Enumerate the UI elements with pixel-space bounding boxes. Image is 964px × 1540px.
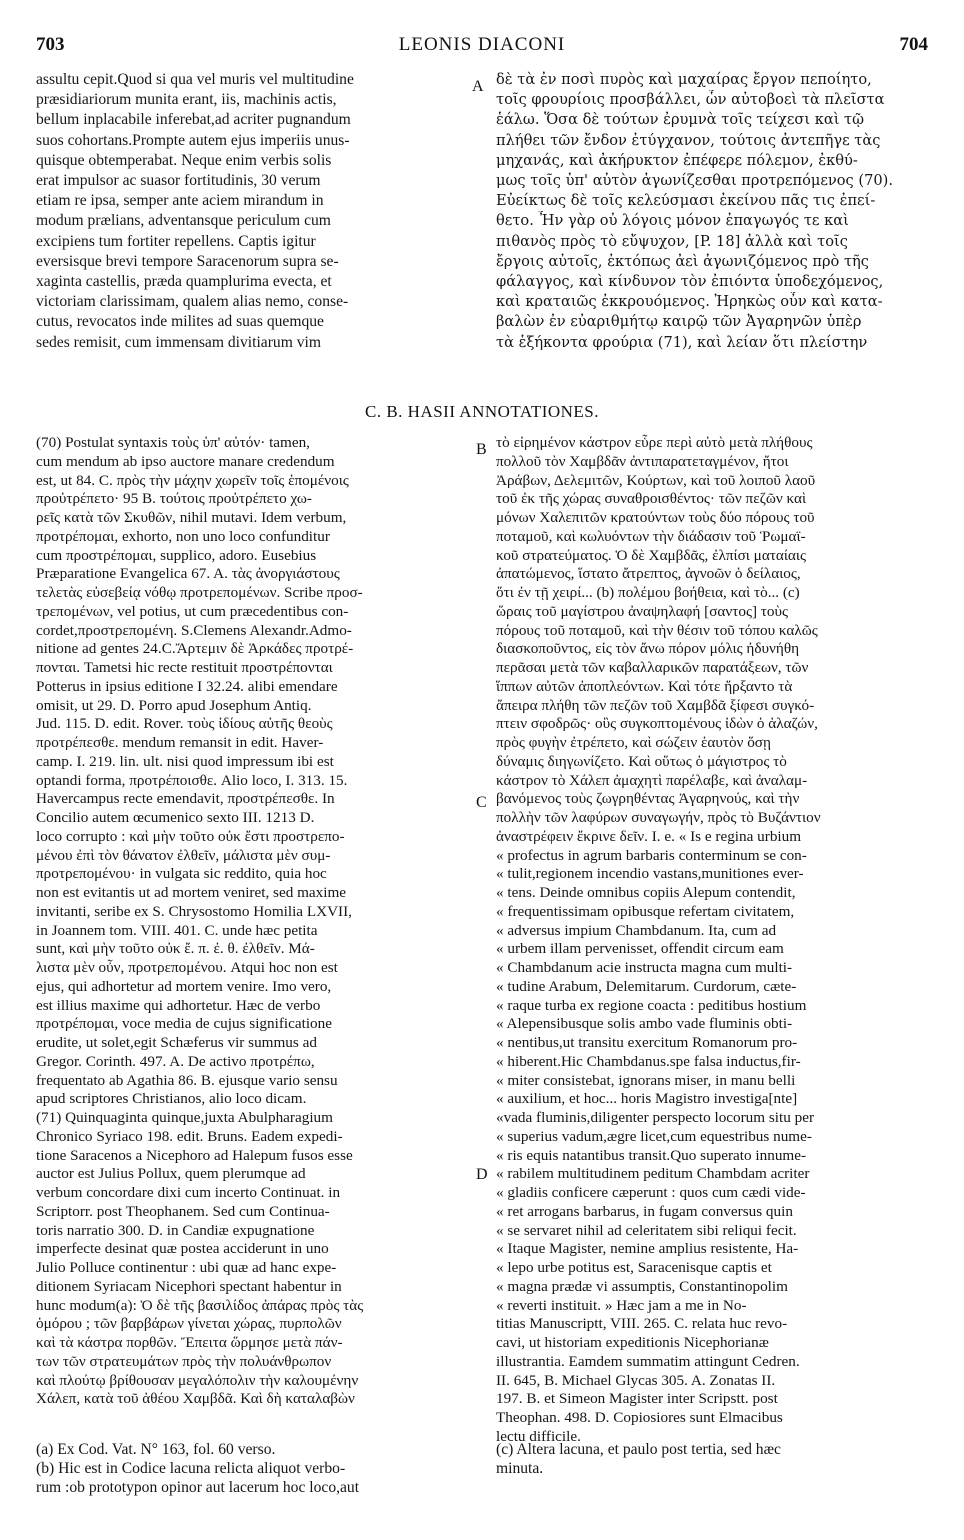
footnotes-left (36, 1440, 468, 1497)
note-line: 197. B. et Simeon Magister inter Scripstt. post (496, 1390, 778, 1408)
note-line: πονται. Tametsi hic recte restituit προστρέπονται (36, 659, 333, 676)
note-line: πτειν σφοδρῶς· οὓς συγκοπτομένους ἰδὼν ὁ ἀλαζών, (496, 715, 818, 733)
note-line: ἵππων αὐτῶν ἀποπλεόντων. Καὶ τότε ἤρξαντο τὰ (496, 677, 793, 695)
running-header (36, 34, 928, 58)
note-line: imperfecte desinat quæ postea acciderunt in uno (36, 1240, 329, 1258)
note-line: Ἀράβων, Δελεμιτῶν, Κούρτων, καὶ τοῦ λοιποῦ λαοῦ (496, 471, 816, 489)
note-line: καὶ τὰ κάστρα πορθῶν. Ἔπειτα ὥρμησε μετὰ πάν- (36, 1334, 343, 1351)
note-line: « tens. Deinde omnibus copiis Alepum contendit, (496, 884, 796, 901)
note-line: Χάλεπ, κατὰ τοῦ ἀθέου Χαμβδᾶ. Καὶ δὴ καταλαβὼν (36, 1390, 355, 1408)
note-line: « hiberent.Hic Chambdanus.spe falsa inductus,fir- (496, 1052, 801, 1070)
note-line: frequentato ab Agathia 86. B. ejusque vario sensu (36, 1071, 338, 1089)
text-line: ἑάλω. Ὅσα δὲ τούτων ἐρυμνὰ τοῖς τείχεσι καὶ τῷ (496, 111, 865, 129)
note-line: cavi, ut historiam expeditionis Nicephorianæ (496, 1334, 769, 1351)
note-line: « profectus in agrum barbaris conterminum se con- (496, 846, 807, 864)
text-line: τοῖς φρουρίοις προσβάλλει, ὧν αὐτοβοεὶ τὰ πλεῖστα (496, 91, 885, 109)
text-line: modum prælians, adventansque periculum cum (36, 212, 331, 230)
note-line: ejus, qui adhortetur ad mortem venire. Imo vero, (36, 977, 332, 995)
note-line: τελετὰς εὐσεβείᾳ νόθῳ προτρεπομένων. Scribe προσ- (36, 584, 363, 601)
text-line: victoriam clarissimam, qualem alias nemo, conse- (36, 293, 349, 311)
note-line: Potterus in ipsius editione I 32.24. alibi emendare (36, 677, 338, 695)
note-line: « tudine Arabum, Delemitarum. Curdorum, cæte- (496, 977, 797, 995)
text-line: eversisque brevi tempore Saracenorum supra se- (36, 252, 339, 270)
note-line: τρεπομένων, vel potius, ut cum præcedentibus con- (36, 602, 349, 620)
text-line: ἔργοις αὐτοῖς, ἐκτόπως ἀεὶ ἀγωνιζόμενος πρὸ τῆς (496, 252, 869, 270)
note-line: « adversus impium Chambdanum. Ita, cum ad (496, 921, 777, 939)
note-line: « se servaret nihil ad celeritatem sibi reliqui fecit. (496, 1221, 797, 1239)
note-line: Jud. 115. D. edit. Rover. τοὺς ἰδίους αὐτῆς θεοὺς (36, 715, 333, 733)
note-line: auctor est Julius Pollux, quem plerumque ad (36, 1165, 306, 1183)
note-line: non est evitantis ut ad mortem veniret, sed maxime (36, 884, 347, 901)
note-line: titias Manuscriptt, VIII. 265. C. relata huc revo- (496, 1315, 788, 1333)
note-line: ditionem Syriacam Nicephori spectant habentur in (36, 1277, 342, 1295)
note-line: « nentibus,ut transitu exercitum Romanorum pro- (496, 1034, 798, 1051)
note-line: Concilio autem œcumenico sexto III. 1213 D. (36, 809, 315, 826)
note-line: μόνων Χαλεπιτῶν κρατούντων τοὺς δύο πόρους τοῦ (496, 509, 815, 526)
note-line: ἀπατώμενος, ἵστατο ἄτρεπτος, ἀγνοῶν ὁ δείλαιος, (496, 565, 801, 583)
note-line: τοῦ ἐκ τῆς χώρας συναθροισθέντος· τῶν πεζῶν καὶ (496, 490, 807, 508)
note-line: ὥραις τοῦ μαγίστρου ἀναψηλαφή [σαντος] τοὺς (496, 602, 789, 620)
note-line: προτρεπομένου· in vulgata sic reddito, quia hoc (36, 865, 327, 883)
note-line: « gladiis conficere cæperunt : quos cum cædi vide- (496, 1184, 806, 1201)
text-line: βαλὼν ἐν εὐαριθμήτῳ καιρῷ τῶν Ἀγαρηνῶν ὑπὲρ (496, 313, 862, 331)
note-line: (70) Postulat syntaxis τοὺς ὑπ' αὐτόν· tamen, (36, 434, 310, 451)
text-line: erat impulsor ac suasor fortitudinis, 30 verum (36, 172, 321, 190)
text-line: Εὐείκτως δὲ τοῖς κελεύσμασι ἐκείνου πᾶς τις ἐπεί- (496, 192, 876, 210)
text-line: πλήθει τῶν ἔνδον ἐτύγχανον, τούτοις ἀντεπῆγε τὰς (496, 131, 881, 149)
text-line: θετο. Ἦν γὰρ οὐ λόγοις μόνον ἐπαγωγός τε καὶ (496, 212, 849, 230)
latin-text-column (36, 70, 468, 353)
text-line: præsidiariorum munita erant, iis, machinis actis, (36, 91, 337, 109)
text-line: μως τοῖς ὑπ' αὐτὸν ἀγωνίζεσθαι προτρεπόμενος (70). (496, 172, 893, 190)
note-line: « ret arrogans barbarus, in fugam conversus quin (496, 1202, 793, 1220)
text-line: excipiens tum fortiter repellens. Captis igitur (36, 232, 316, 250)
note-line: II. 645, B. Michael Glycas 305. A. Zonatas II. (496, 1371, 776, 1389)
text-line: xaginta castellis, præda quamplurima evecta, et (36, 273, 332, 291)
note-line: optandi forma, προτρέποισθε. Alio loco, I. 313. 15. (36, 771, 348, 789)
note-line: βανόμενος τοὺς ζωγρηθέντας Ἀγαρηνούς, καὶ τὴν (496, 790, 800, 808)
note-line: (71) Quinquaginta quinque,juxta Abulpharagium (36, 1109, 333, 1126)
note-line: των τῶν στρατευμάτων πρὸς τὴν πολυάνθρωπον (36, 1352, 332, 1370)
note-line: camp. I. 219. lin. ult. nisi quod impressum ibi est (36, 752, 334, 770)
note-line: sunt, καὶ μὴν τοῦτο οὐκ ἔ. π. ἐ. θ. ἐλθεῖν. Μά- (36, 940, 315, 958)
note-line: verbum concordare dixi cum incerto Continuat. in (36, 1184, 341, 1201)
note-line: lectu difficile. (496, 1427, 581, 1445)
note-line: κοῦ στρατεύματος. Ὁ δὲ Χαμβδᾶς, ἐλπίσι ματαίαις (496, 546, 806, 564)
note-line: apud scriptores Christianos, alio loco dicam. (36, 1090, 307, 1108)
text-line: καὶ κραταιῶς ἐκκρουόμενος. Ἠρηκὼς οὖν καὶ κατα- (496, 293, 883, 311)
note-line: Havercampus recte emendavit, προστρέπεσθε. In (36, 790, 335, 808)
note-line: « rabilem multitudinem peditum Chambdam acriter (496, 1165, 810, 1183)
note-line: πόρους τοῦ ποταμοῦ, καὶ τὴν θέσιν τοῦ τόπου καλῶς (496, 621, 818, 639)
note-line: διασκοποῦντος, εἰς τὸν ἄνω πόρον μόλις ἠδυνήθη (496, 640, 800, 658)
note-line: πολλοῦ τὸν Χαμβδᾶν ἀντιπαρατεταγμένον, ἤτοι (496, 452, 789, 470)
note-line: « magna prædæ vi assumptis, Constantinopolim (496, 1277, 788, 1295)
note-line: προὐτρέπετο· 95 B. τούτοις προὐτρέπετο χω- (36, 490, 312, 508)
note-line: Præparatione Evangelica 67. A. τὰς ἀνοργιάστους (36, 565, 340, 583)
text-line: bellum inplacabile inferebat,ad acriter pugnandum (36, 111, 351, 129)
note-line: περᾶσαι μετὰ τῶν καβαλλαρικῶν παρατάξεων, τῶν (496, 659, 809, 676)
annotations-right-column (496, 434, 928, 1447)
note-line: « reverti instituit. » Hæc jam a me in No- (496, 1296, 747, 1314)
footnotes-right (496, 1440, 928, 1478)
note-line: προτρέπομαι, exhorto, non uno loco confunditur (36, 527, 330, 545)
section-title: C. B. HASII ANNOTATIONES. (364, 402, 600, 421)
note-line: tione Saracenos a Nicephoro ad Halepum fusos esse (36, 1146, 353, 1164)
page-number-right: 704 (899, 34, 928, 55)
margin-letter-b: B (476, 441, 487, 458)
note-line: cum προστρέπομαι, supplico, adoro. Eusebius (36, 546, 317, 564)
text-line: quisque obtemperabat. Neque enim verbis solis (36, 151, 332, 169)
text-line: φάλαγγος, καὶ κίνδυνον τὸν ἐπιόντα ὑποδεχόμενος, (496, 273, 884, 291)
note-line: λιστα μὲν οὖν, προτρεπομένου. Atqui hoc non est (36, 959, 338, 976)
note-line: invitanti, seribe ex S. Chrysostomo Homilia LXVII, (36, 902, 352, 920)
note-line: πρὸς φυγὴν ἐτρέπετο, καὶ σώζειν ἑαυτὸν ὅσῃ (496, 734, 771, 751)
note-line: ποταμοῦ, καὶ κωλυόντων τὴν διάδασιν τοῦ Ῥωμαϊ- (496, 527, 806, 545)
note-line: « urbem illam pervenisset, offendit circum eam (496, 940, 784, 958)
annotations-left-column (36, 434, 468, 1409)
note-line: « auxilium, et hoc... horis Magistro investiga[nte] (496, 1090, 798, 1108)
footnote-line: (b) Hic est in Codice lacuna relicta aliquot verbo- (36, 1460, 346, 1477)
note-line: ἄπειρα πλήθη τῶν πεζῶν τοῦ Χαμβδᾶ ξίφεσι συγκό- (496, 696, 815, 714)
note-line: δύναμις διηγωνίζετο. Καὶ οὕτως ὁ μάγιστρος τὸ (496, 752, 787, 770)
text-line: δὲ τὰ ἐν ποσὶ πυρὸς καὶ μαχαίρας ἔργον πεποίητο, (496, 71, 872, 88)
text-line: τὰ ἑξήκοντα φρούρια (71), καὶ λείαν ὅτι πλείστην (496, 333, 868, 351)
note-line: ρεῖς κατὰ τῶν Σκυθῶν, nihil mutavi. Idem verbum, (36, 509, 347, 526)
note-line: est, ut 84. C. πρὸς τὴν μάχην χωρεῖν τοῖς ἑπομένοις (36, 471, 349, 489)
running-title: LEONIS DIACONI (398, 34, 566, 55)
note-line: « Itaque Magister, nemine amplius resistente, Ha- (496, 1240, 799, 1258)
text-line: πιθανὸς πρὸς τὸ εὔψυχον, [P. 18] ἀλλὰ καὶ τοῖς (496, 232, 848, 250)
note-line: « ris equis natantibus transit.Quo superato innume- (496, 1146, 807, 1164)
note-line: « miter consistebat, ignorans miser, in manu belli (496, 1071, 796, 1089)
footnote-line: rum :ob prototypon opinor aut lacerum hoc loco,aut (36, 1479, 360, 1496)
text-line: μηχανάς, καὶ ἀκήρυκτον ἐπέφερε πόλεμον, ἐκθύ- (496, 151, 858, 169)
note-line: erudite, ut solet,egit Schæferus vir summus ad (36, 1034, 317, 1051)
note-line: hunc modum(a): Ὁ δὲ τῆς βασιλίδος ἀπάρας πρὸς τὰς (36, 1296, 364, 1314)
note-line: ὅτι ἐν τῇ χειρί... (b) πολέμου βοήθεια, καὶ τὸ... (c) (496, 584, 800, 601)
margin-letter-d: D (476, 1166, 488, 1183)
note-line: cordet,προστρεπομένη. S.Clemens Alexandr.Admo- (36, 621, 352, 639)
footnote-line: (a) Ex Cod. Vat. N° 163, fol. 60 verso. (36, 1441, 276, 1458)
note-line: προτρέπομαι, voce media de cujus significatione (36, 1015, 332, 1033)
note-line: « superius vadum,ægre licet,cum equestribus nume- (496, 1127, 812, 1145)
note-line: ἀναστρέφειν ἔκρινε δεῖν. I. e. « Is e regina urbium (496, 827, 802, 845)
note-line: toris narratio 300. D. in Candiæ expugnatione (36, 1221, 315, 1239)
note-line: προτρέπεσθε. mendum remansit in edit. Haver- (36, 734, 324, 751)
note-line: Scriptorr. post Theophanem. Sed cum Continua- (36, 1202, 330, 1220)
note-line: καὶ πλούτῳ βρίθουσαν μεγαλόπολιν τὴν καλουμένην (36, 1371, 359, 1389)
text-line: sedes remisit, cum immensam divitiarum vim (36, 333, 321, 351)
note-line: ὁμόρου ; τῶν βαρβάρων γίνεται χώρας, πυρπολῶν (36, 1315, 342, 1333)
note-line: « frequentissimam opibusque refertam civitatem, (496, 902, 795, 920)
margin-letter-c: C (476, 794, 487, 811)
note-line: τὸ εἰρημένον κάστρον εὗρε περὶ αὐτὸ μετὰ πλήθους (496, 434, 813, 451)
footnote-line: (c) Altera lacuna, et paulo post tertia, sed hæc (496, 1441, 781, 1458)
note-line: est illius maxime qui adhortetur. Hæc de verbo (36, 996, 321, 1014)
note-line: « raque turba ex regione coacta : peditibus hostium (496, 996, 807, 1014)
note-line: loco corrupto : καὶ μὴν τοῦτο οὐκ ἔστι προστρεπο- (36, 827, 345, 845)
margin-letter-a: A (472, 78, 484, 95)
note-line: « Alepensibusque solis ambo vade fluminis obti- (496, 1015, 793, 1033)
note-line: Julio Polluce continentur : ubi quæ ad hanc expe- (36, 1259, 337, 1276)
note-line: omisit, ut 29. D. Porro apud Josephum Antiq. (36, 696, 312, 714)
note-line: « tulit,regionem incendio vastans,munitiones ever- (496, 865, 804, 883)
note-line: in Joannem tom. VIII. 401. C. unde hæc petita (36, 921, 318, 939)
note-line: κάστρον τὸ Χάλεπ ἀμαχητὶ παρέλαβε, καὶ ἀναλαμ- (496, 771, 808, 789)
text-line: assultu cepit.Quod si qua vel muris vel multitudine (36, 71, 354, 88)
text-line: cutus, revocatos inde milites ad suas quemque (36, 313, 324, 331)
note-line: nitione ad gentes 24.C.Ἄρτεμιν δὲ Ἀρκάδες προτρέ- (36, 640, 354, 658)
text-line: suos cohortans.Prompte autem ejus imperiis unus- (36, 131, 350, 149)
note-line: Gregor. Corinth. 497. A. De activo προτρέπω, (36, 1052, 315, 1070)
note-line: cum mendum ab ipso auctore manare credendum (36, 452, 335, 470)
note-line: πολλὴν τῶν λαφύρων συναγωγήν, πρὸς τὸ Βυζάντιον (496, 809, 821, 826)
text-line: etiam re ipsa, semper ante aciem mirandum in (36, 192, 324, 210)
greek-text-column (496, 70, 928, 353)
page-number-left: 703 (36, 34, 65, 55)
note-line: μένου ἐπὶ τὸν θάνατον ἐλθεῖν, μάλιστα μὲν συμ- (36, 846, 331, 864)
note-line: «vada fluminis,diligenter perspecto locorum situ per (496, 1109, 815, 1126)
note-line: Theophan. 498. D. Copiosiores sunt Elmacibus (496, 1409, 783, 1426)
note-line: Chronico Syriaco 198. edit. Bruns. Eadem expedi- (36, 1127, 343, 1145)
note-line: illustrantia. Eamdem summatim attingunt Cedren. (496, 1352, 800, 1370)
note-line: « Chambdanum acie instructa magna cum multi- (496, 959, 793, 976)
note-line: « lepo urbe potitus est, Saracenisque captis et (496, 1259, 772, 1276)
footnote-line: minuta. (496, 1460, 544, 1477)
